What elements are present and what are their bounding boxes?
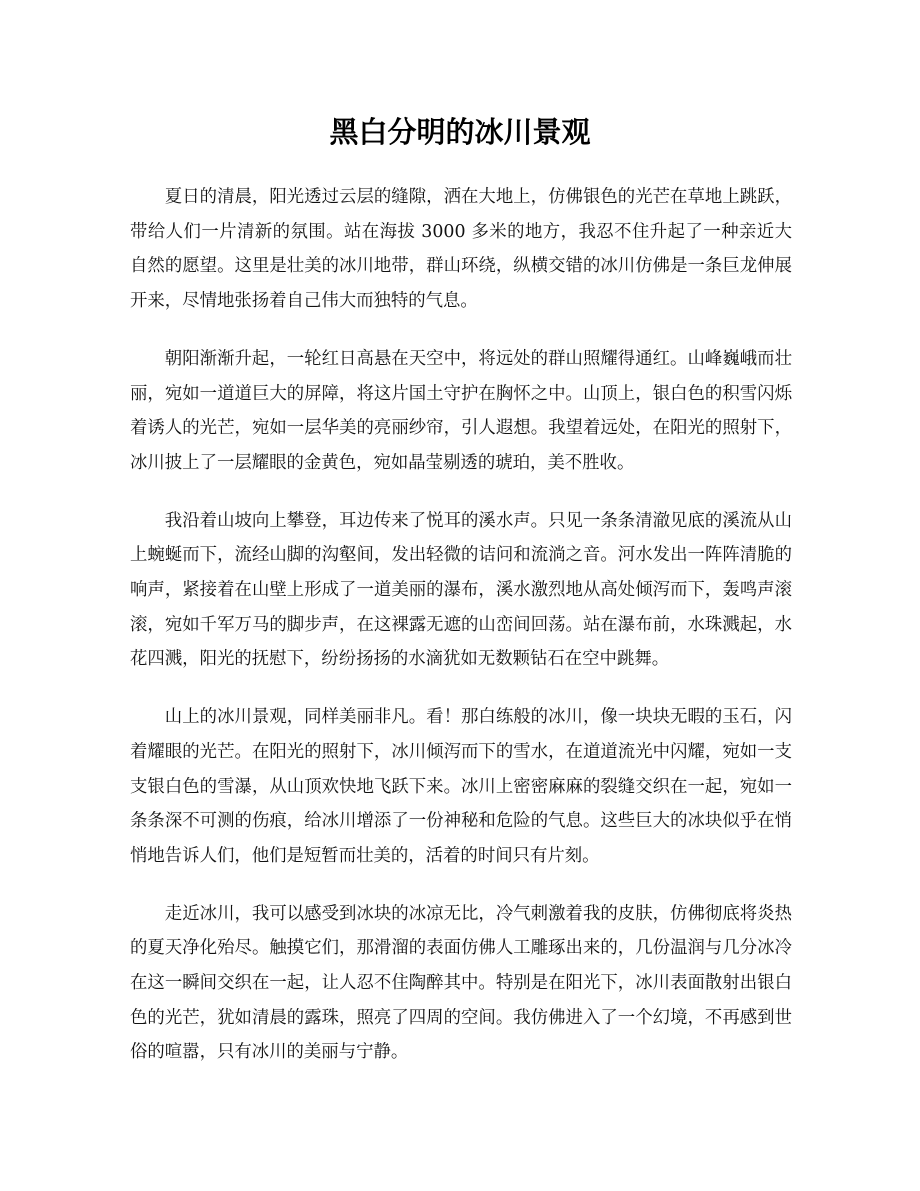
paragraph-4: 山上的冰川景观，同样美丽非凡。看！那白练般的冰川，像一块块无暇的玉石，闪着耀眼的光芒。在阳光的照射下，冰川倾泻而下的雪水，在道道流光中闪耀，宛如一支支银白色的雪瀑，从山顶欢快地飞跃下来。冰川上密密麻麻的裂缝交织在一起，宛如一条条深不可测的伤痕，给冰川增添了一份神秘和危险的气息。这些巨大的冰块似乎在悄悄地告诉人们，他们是短暂而壮美的，活着的时间只有片刻。 <box>130 707 792 866</box>
document-title: 黑白分明的冰川景观 <box>329 115 591 149</box>
paragraph-1: 夏日的清晨，阳光透过云层的缝隙，洒在大地上，仿佛银色的光芒在草地上跳跃，带给人们一片清新的氛围。站在海拔 3000 多米的地方，我忍不住升起了一种亲近大自然的愿望。这里是壮美的冰川地带，群山环绕，纵横交错的冰川仿佛是一条巨龙伸展开来，尽情地张扬着自己伟大而独特的气息。 <box>130 187 792 312</box>
paragraph-2: 朝阳渐渐升起，一轮红日高悬在天空中，将远处的群山照耀得通红。山峰巍峨而壮丽，宛如一道道巨大的屏障，将这片国土守护在胸怀之中。山顶上，银白色的积雪闪烁着诱人的光芒，宛如一层华美的亮丽纱帘，引人遐想。我望着远处，在阳光的照射下，冰川披上了一层耀眼的金黄色，宛如晶莹剔透的琥珀，美不胜收。 <box>130 348 792 473</box>
paragraph-5: 走近冰川，我可以感受到冰块的冰凉无比，冷气刺激着我的皮肤，仿佛彻底将炎热的夏天净化殆尽。触摸它们，那滑溜的表面仿佛人工雕琢出来的，几份温润与几分冰冷在这一瞬间交织在一起，让人忍不住陶醉其中。特别是在阳光下，冰川表面散射出银白色的光芒，犹如清晨的露珠，照亮了四周的空间。我仿佛进入了一个幻境，不再感到世俗的喧嚣，只有冰川的美丽与宁静。 <box>130 903 792 1063</box>
document-body <box>130 180 792 1093</box>
paragraph-3: 我沿着山坡向上攀登，耳边传来了悦耳的溪水声。只见一条条清澈见底的溪流从山上蜿蜒而下，流经山脚的沟壑间，发出轻微的诘问和流淌之音。河水发出一阵阵清脆的响声，紧接着在山壁上形成了一道美丽的瀑布，溪水激烈地从高处倾泻而下，轰鸣声滚滚，宛如千军万马的脚步声，在这裸露无遮的山峦间回荡。站在瀑布前，水珠溅起，水花四溅，阳光的抚慰下，纷纷扬扬的水滴犹如无数颗钻石在空中跳舞。 <box>130 510 792 670</box>
